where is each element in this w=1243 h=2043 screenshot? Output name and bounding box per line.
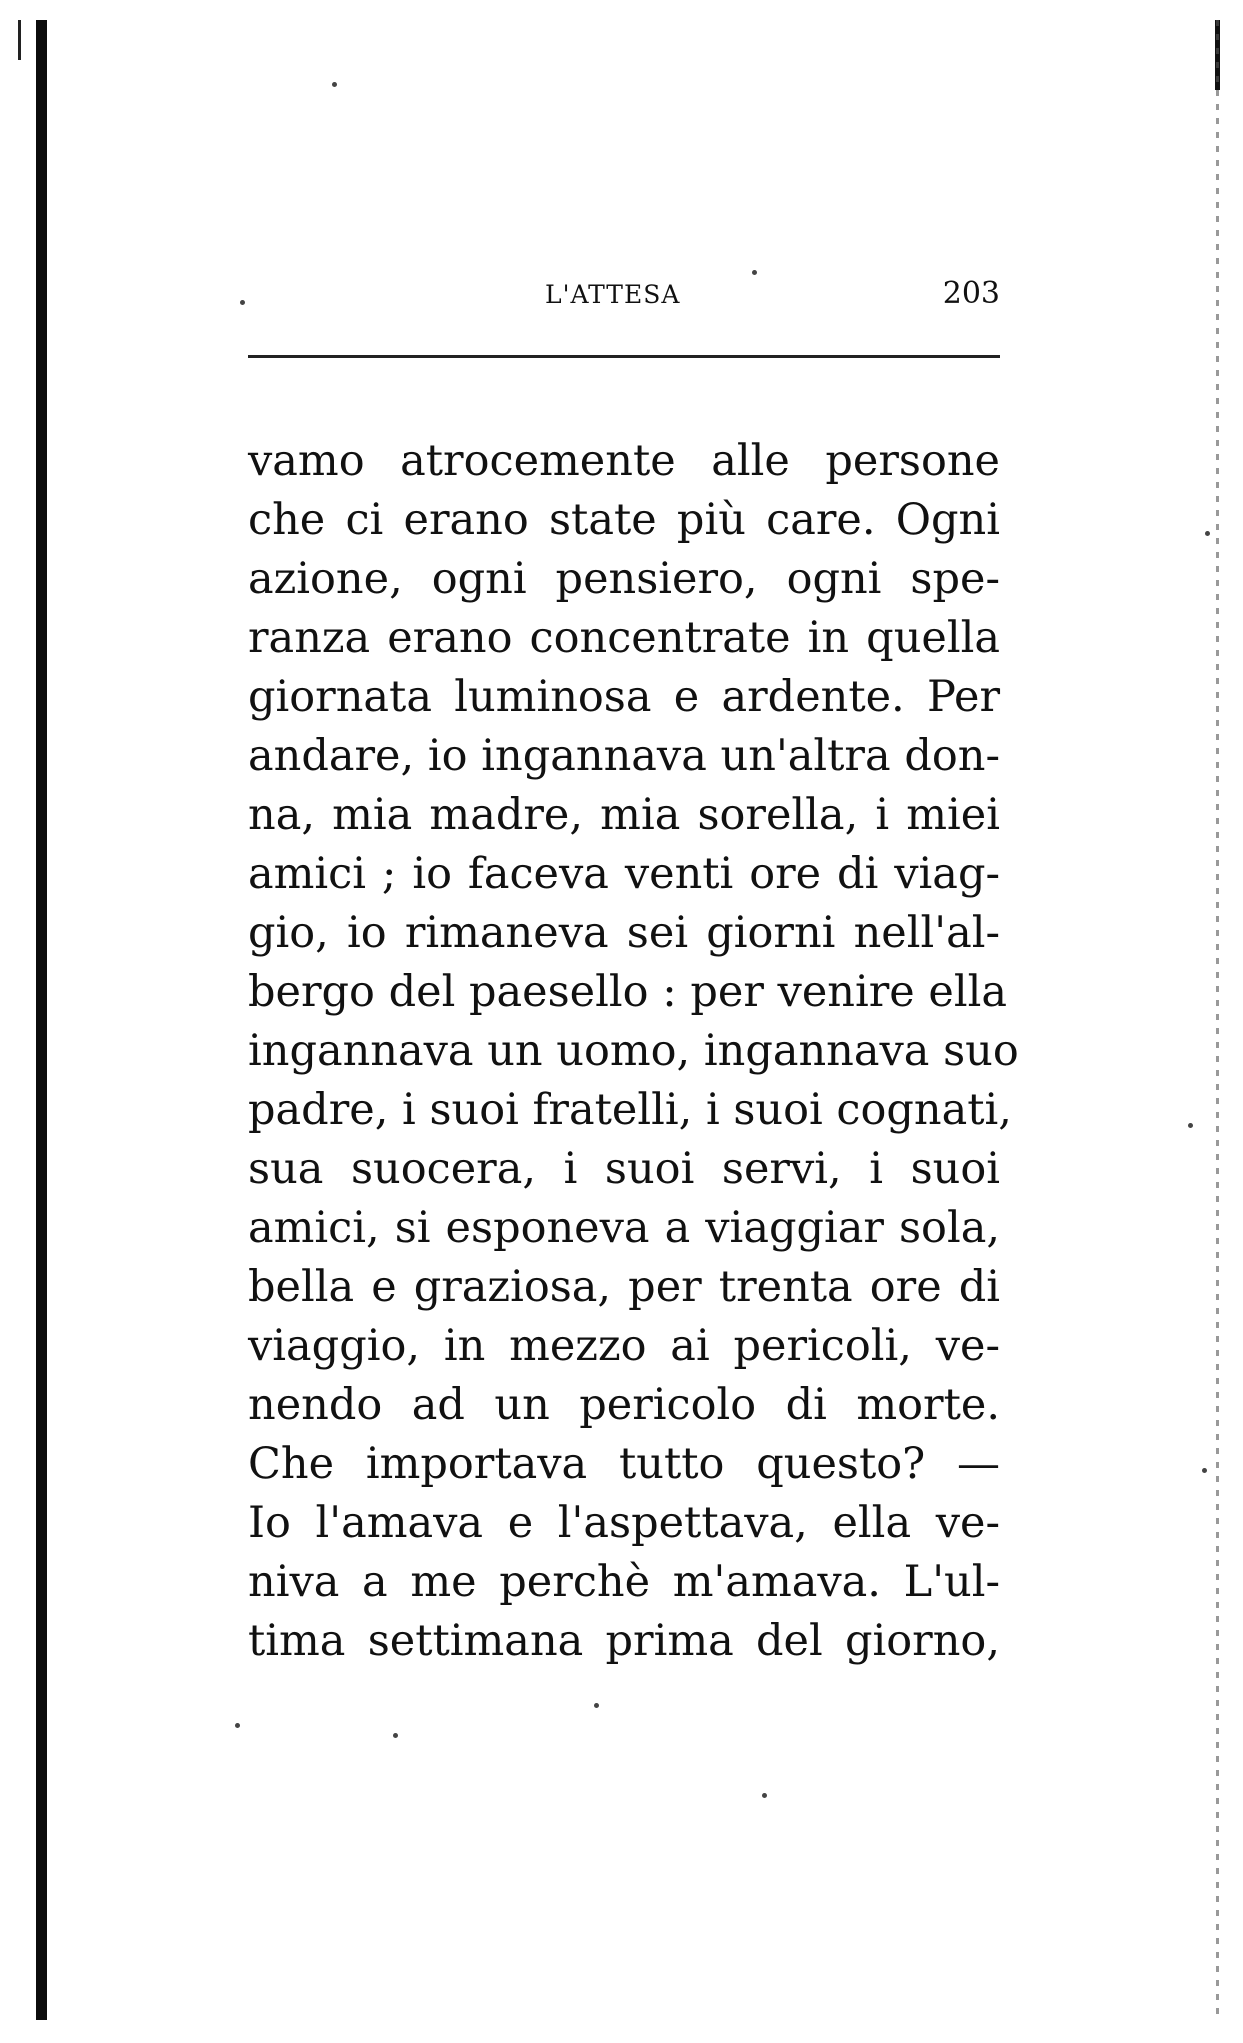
text-line: amici, si esponeva a viaggiar sola, xyxy=(248,1203,1000,1253)
scan-speck xyxy=(1205,531,1210,536)
scan-right-edge xyxy=(1216,20,1219,2020)
scan-speck xyxy=(762,1793,767,1798)
text-line: bergo del paesello : per venire ella xyxy=(248,967,1007,1017)
text-line: Che importava tutto questo? — xyxy=(248,1439,1000,1489)
text-line: padre, i suoi fratelli, i suoi cognati, xyxy=(248,1085,1012,1135)
text-line: tima settimana prima del giorno, xyxy=(248,1616,1000,1666)
text-line: vamo atrocemente alle persone xyxy=(248,436,1000,486)
text-line: niva a me perchè m'amava. L'ul- xyxy=(248,1557,1000,1607)
text-line: amici ; io faceva venti ore di viag- xyxy=(248,849,1000,899)
text-line: giornata luminosa e ardente. Per xyxy=(248,672,1000,722)
scan-speck xyxy=(240,300,245,305)
text-line: che ci erano state più care. Ogni xyxy=(248,495,1000,545)
text-line: bella e graziosa, per trenta ore di xyxy=(248,1262,1000,1312)
scan-speck xyxy=(752,270,757,275)
text-line: gio, io rimaneva sei giorni nell'al- xyxy=(248,908,1000,958)
scan-speck xyxy=(393,1733,398,1738)
text-line: ranza erano concentrate in quella xyxy=(248,613,1000,663)
scan-speck xyxy=(332,82,337,87)
body-text xyxy=(248,432,1019,1671)
running-head-title: L'ATTESA xyxy=(545,280,681,309)
running-header xyxy=(248,276,1000,320)
scan-speck xyxy=(1188,1123,1193,1128)
text-line: andare, io ingannava un'altra don- xyxy=(248,731,1000,781)
text-line: ingannava un uomo, ingannava suo xyxy=(248,1026,1019,1076)
text-line: sua suocera, i suoi servi, i suoi xyxy=(248,1144,1000,1194)
scan-speck xyxy=(1202,1468,1207,1473)
text-line: azione, ogni pensiero, ogni spe- xyxy=(248,554,1000,604)
page-number: 203 xyxy=(942,276,1000,311)
scan-binding-edge xyxy=(36,20,47,2020)
header-rule xyxy=(248,355,1000,358)
text-line: na, mia madre, mia sorella, i miei xyxy=(248,790,1000,840)
scan-speck xyxy=(594,1703,599,1708)
text-line: nendo ad un pericolo di morte. xyxy=(248,1380,1000,1430)
scan-binding-mark xyxy=(18,20,21,60)
scan-speck xyxy=(235,1723,240,1728)
text-line: viaggio, in mezzo ai pericoli, ve- xyxy=(248,1321,1000,1371)
text-line: Io l'amava e l'aspettava, ella ve- xyxy=(248,1498,1000,1548)
